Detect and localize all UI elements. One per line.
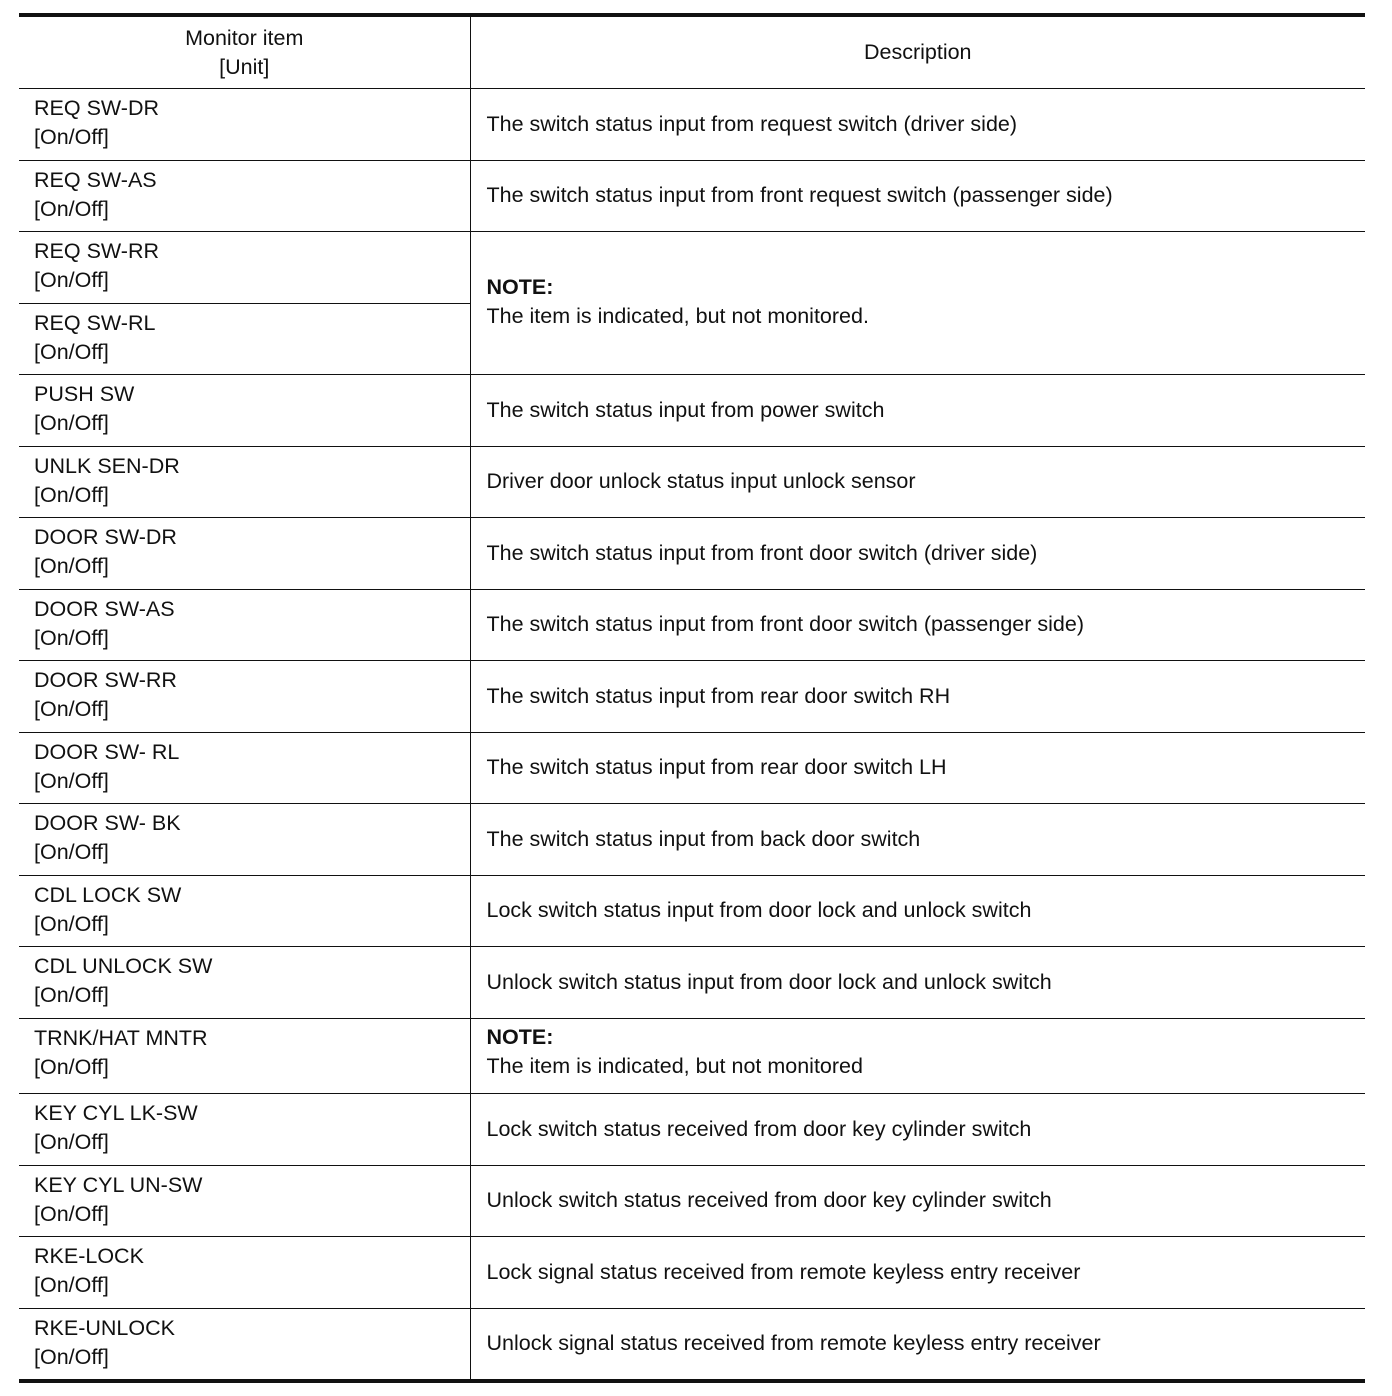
monitor-item-name: PUSH SW — [34, 382, 135, 406]
monitor-item-unit: [On/Off] — [34, 196, 109, 221]
description-cell: The switch status input from power switch — [470, 375, 1365, 447]
header-unit-label: [Unit] — [219, 54, 270, 79]
table-row — [19, 732, 1365, 804]
monitor-item-unit: [On/Off] — [34, 625, 109, 650]
monitor-item-name: KEY CYL UN-SW — [34, 1172, 203, 1197]
description-cell: Lock switch status input from door lock and unlock switch — [470, 875, 1365, 947]
monitor-item-unit: [On/Off] — [34, 1130, 109, 1154]
note-label: NOTE: — [486, 1024, 554, 1049]
monitor-item-name: REQ SW-DR — [34, 96, 160, 120]
monitor-item-cell — [19, 661, 470, 733]
description-cell: The switch status input from back door switch — [470, 804, 1365, 876]
description-cell: Lock signal status received from remote keyless entry receiver — [470, 1237, 1365, 1309]
monitor-item-unit: [On/Off] — [34, 411, 109, 435]
table-row — [19, 518, 1365, 590]
monitor-item-unit: [On/Off] — [34, 697, 109, 721]
monitor-item-name: DOOR SW-AS — [34, 596, 175, 621]
note-text: The item is indicated, but not monitored — [486, 1053, 863, 1078]
table-row — [19, 375, 1365, 447]
description-cell: The switch status input from front door switch (driver side) — [470, 518, 1365, 590]
monitor-item-name: UNLK SEN-DR — [34, 453, 180, 478]
monitor-item-cell — [19, 89, 470, 161]
table-row — [19, 1165, 1365, 1237]
monitor-item-unit: [On/Off] — [34, 911, 109, 936]
monitor-item-table — [19, 13, 1365, 1383]
monitor-item-unit: [On/Off] — [34, 1344, 109, 1369]
monitor-item-unit: [On/Off] — [34, 482, 109, 507]
monitor-item-cell — [19, 1018, 470, 1094]
table-row — [19, 875, 1365, 947]
table-row — [19, 1094, 1365, 1166]
monitor-item-unit: [On/Off] — [34, 768, 109, 793]
monitor-item-cell — [19, 804, 470, 876]
monitor-item-unit: [On/Off] — [34, 840, 109, 864]
monitor-item-cell — [19, 875, 470, 947]
monitor-item-name: RKE-LOCK — [34, 1244, 144, 1268]
table-header-row — [19, 15, 1365, 89]
table-row — [19, 1308, 1365, 1381]
description-cell: Driver door unlock status input unlock sensor — [470, 446, 1365, 518]
table-row — [19, 589, 1365, 661]
monitor-item-cell — [19, 1237, 470, 1309]
description-cell: The switch status input from rear door switch RH — [470, 661, 1365, 733]
description-cell: Unlock signal status received from remote keyless entry receiver — [470, 1308, 1365, 1381]
monitor-item-name: RKE-UNLOCK — [34, 1315, 175, 1340]
description-cell: Unlock switch status input from door lock and unlock switch — [470, 947, 1365, 1019]
monitor-item-cell — [19, 1094, 470, 1166]
description-cell: The switch status input from request switch (driver side) — [470, 89, 1365, 161]
monitor-item-name: REQ SW-RL — [34, 310, 156, 335]
monitor-item-cell — [19, 232, 470, 304]
table-row — [19, 232, 1365, 304]
table-row — [19, 89, 1365, 161]
monitor-item-unit: [On/Off] — [34, 339, 109, 364]
monitor-item-name: DOOR SW-RR — [34, 668, 177, 692]
monitor-item-cell — [19, 303, 470, 375]
table-row — [19, 661, 1365, 733]
monitor-item-cell — [19, 375, 470, 447]
monitor-item-name: DOOR SW- BK — [34, 811, 181, 835]
table-row — [19, 160, 1365, 232]
description-cell: The switch status input from rear door switch LH — [470, 732, 1365, 804]
note-text: The item is indicated, but not monitored. — [486, 304, 869, 328]
note-label: NOTE: — [486, 275, 554, 299]
monitor-item-unit: [On/Off] — [34, 125, 109, 149]
monitor-item-name: KEY CYL LK-SW — [34, 1101, 198, 1125]
monitor-item-name: TRNK/HAT MNTR — [34, 1025, 208, 1050]
table-row — [19, 804, 1365, 876]
header-monitor-item-label: Monitor item — [185, 25, 304, 50]
monitor-item-cell — [19, 518, 470, 590]
monitor-item-cell — [19, 732, 470, 804]
monitor-item-name: CDL UNLOCK SW — [34, 954, 213, 978]
monitor-item-unit: [On/Off] — [34, 268, 109, 292]
monitor-item-name: DOOR SW-DR — [34, 525, 177, 549]
description-cell: The switch status input from front request switch (passenger side) — [470, 160, 1365, 232]
monitor-item-name: DOOR SW- RL — [34, 739, 180, 764]
table-row — [19, 1237, 1365, 1309]
column-header-description: Description — [470, 15, 1365, 89]
table-row — [19, 1018, 1365, 1094]
description-note-cell — [470, 1018, 1365, 1094]
monitor-item-unit: [On/Off] — [34, 554, 109, 578]
monitor-item-unit: [On/Off] — [34, 983, 109, 1007]
monitor-item-cell — [19, 1165, 470, 1237]
monitor-item-cell — [19, 160, 470, 232]
monitor-item-cell — [19, 589, 470, 661]
monitor-item-name: REQ SW-RR — [34, 239, 160, 263]
monitor-item-cell — [19, 446, 470, 518]
table-row — [19, 947, 1365, 1019]
monitor-item-name: CDL LOCK SW — [34, 882, 182, 907]
monitor-item-unit: [On/Off] — [34, 1054, 109, 1079]
monitor-item-name: REQ SW-AS — [34, 167, 157, 192]
monitor-item-unit: [On/Off] — [34, 1201, 109, 1226]
monitor-item-unit: [On/Off] — [34, 1273, 109, 1297]
description-cell: Lock switch status received from door key cylinder switch — [470, 1094, 1365, 1166]
description-cell: The switch status input from front door switch (passenger side) — [470, 589, 1365, 661]
column-header-monitor-item — [19, 15, 470, 89]
monitor-item-cell — [19, 1308, 470, 1381]
description-note-cell — [470, 232, 1365, 375]
description-cell: Unlock switch status received from door key cylinder switch — [470, 1165, 1365, 1237]
monitor-item-cell — [19, 947, 470, 1019]
table-row — [19, 446, 1365, 518]
